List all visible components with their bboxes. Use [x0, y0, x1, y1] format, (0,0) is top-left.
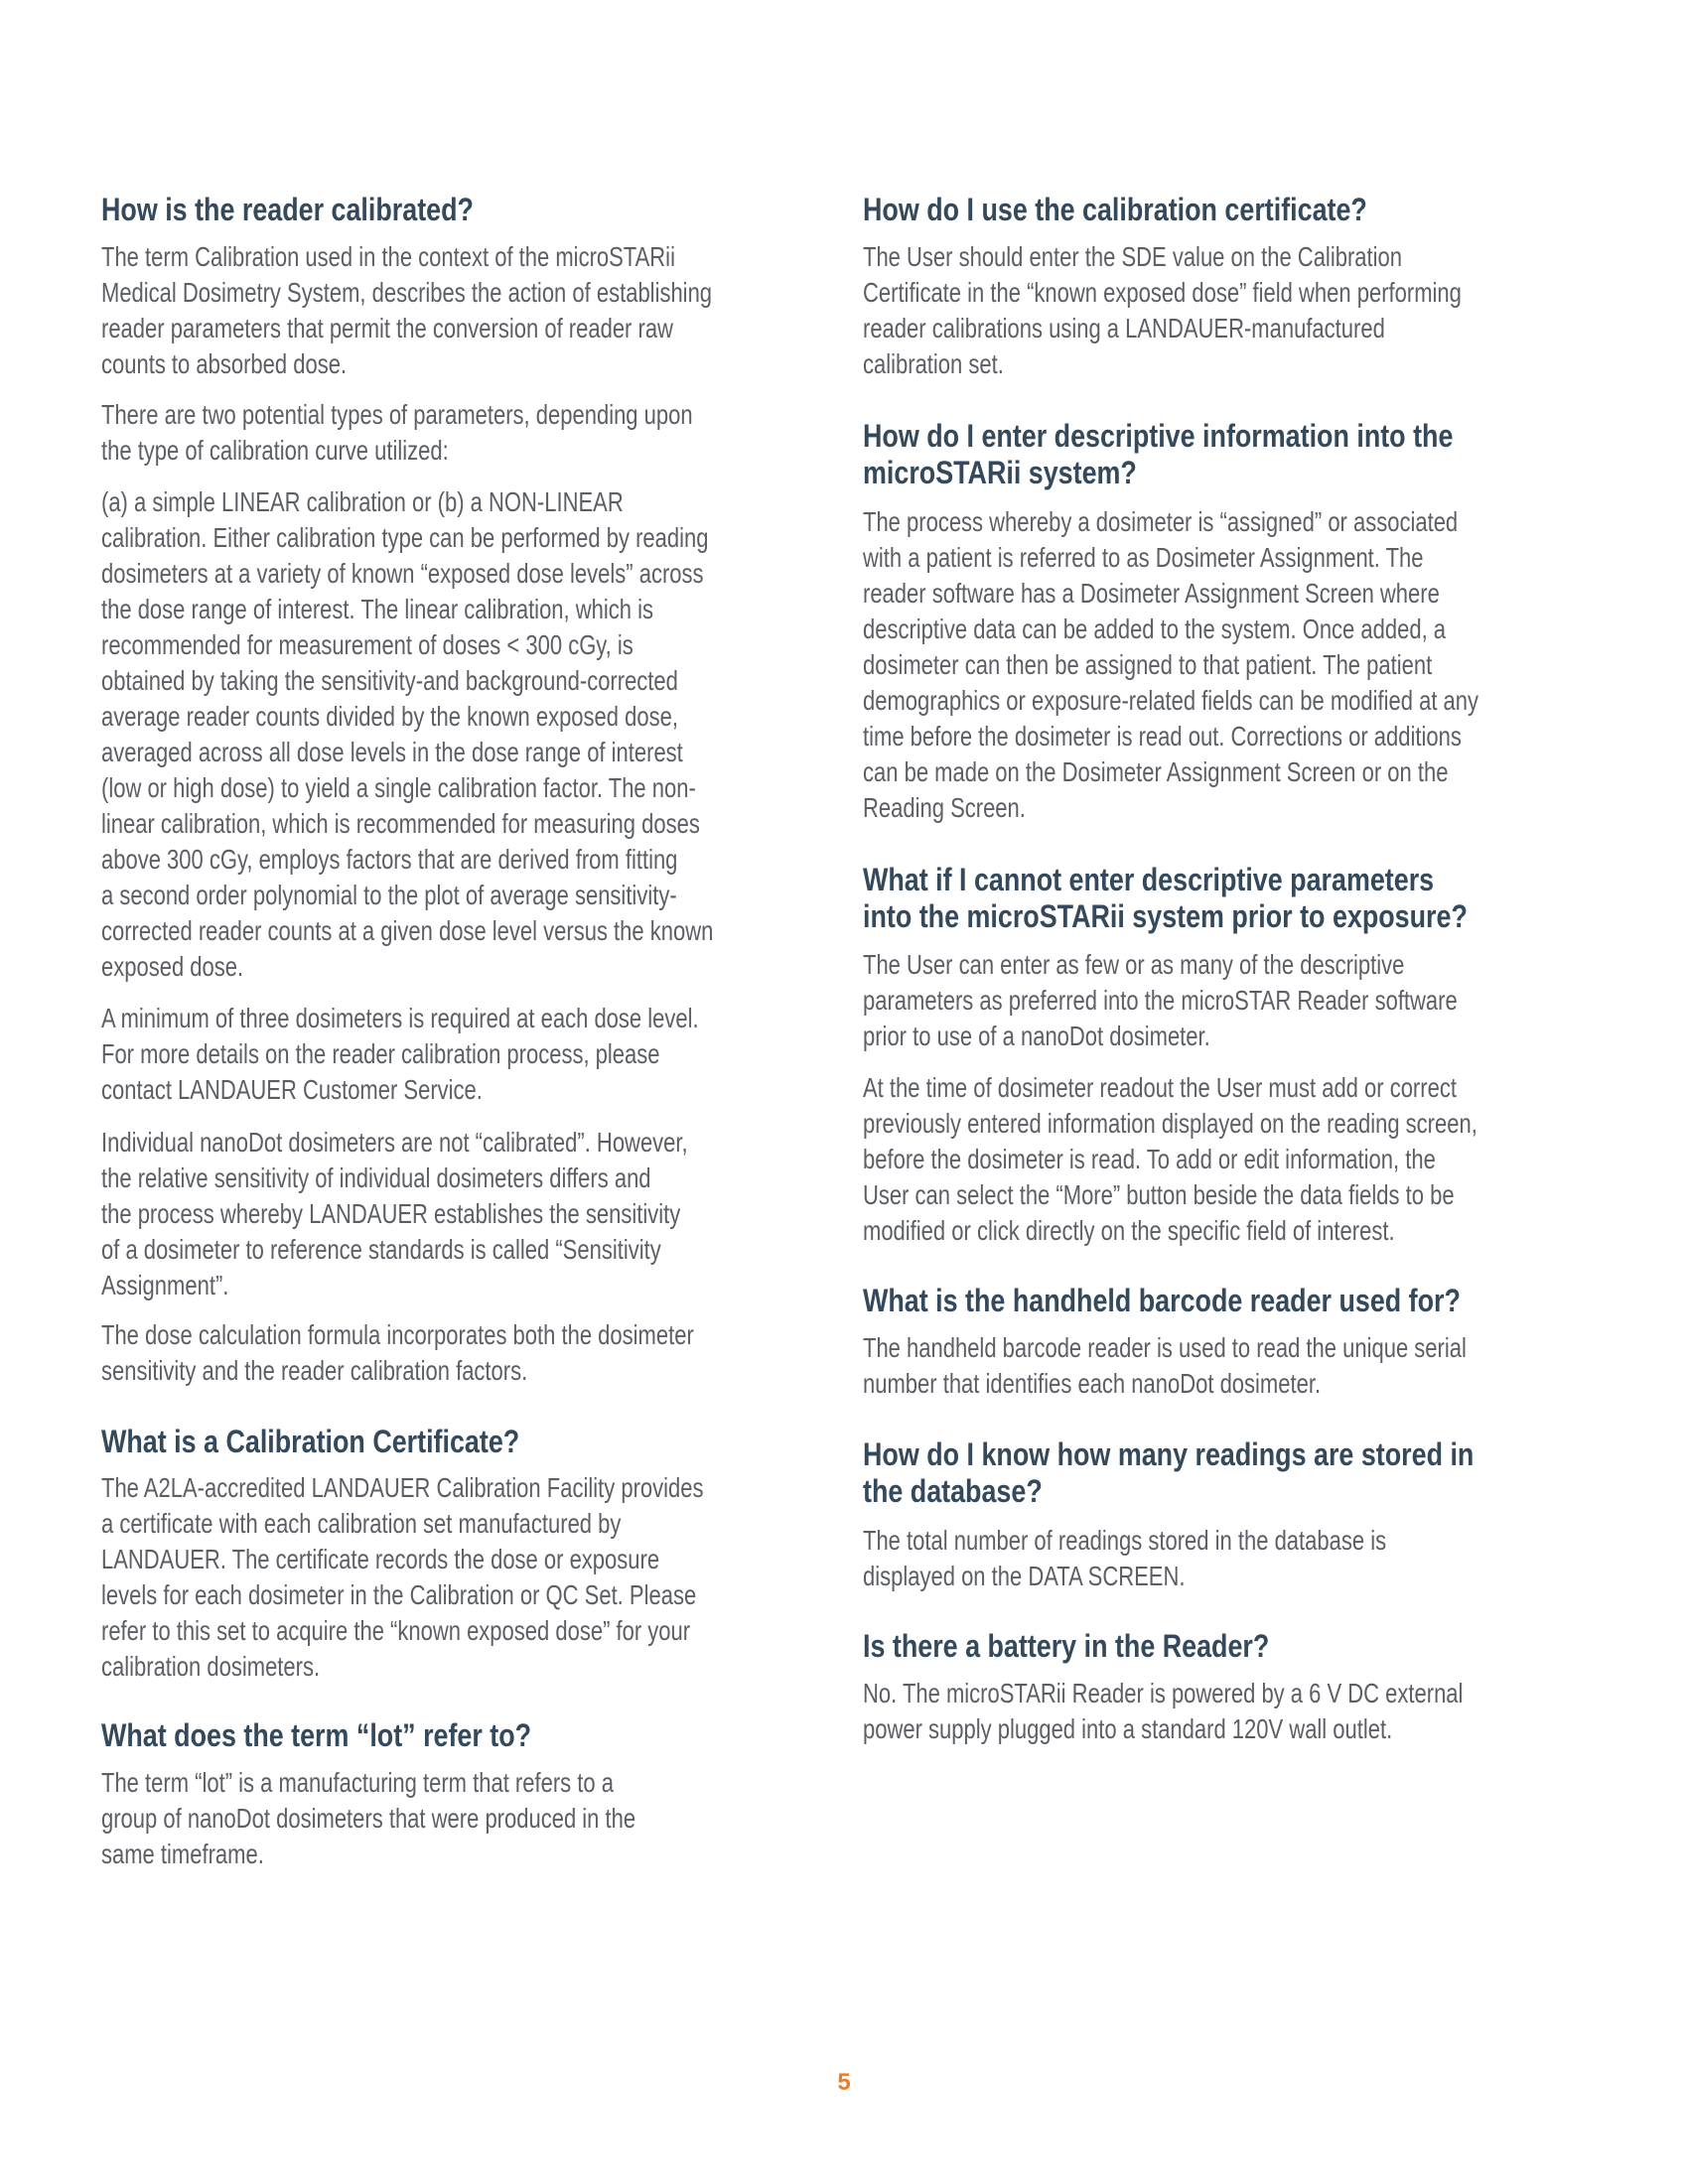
body-paragraph [101, 1317, 816, 1389]
paragraph-line: LANDAUER. The certificate records the dose or exposure [101, 1544, 660, 1574]
heading-line: Is there a battery in the Reader? [863, 1628, 1270, 1664]
heading-line: microSTARii system? [863, 455, 1137, 490]
paragraph-line: with a patient is referred to as Dosimeter Assignment. The [863, 542, 1424, 573]
paragraph-line: The total number of readings stored in the database is [863, 1525, 1387, 1556]
paragraph-line: parameters as preferred into the microSTAR Reader software [863, 985, 1458, 1016]
paragraph-line: descriptive data can be added to the system. Once added, a [863, 614, 1447, 644]
paragraph-line: Assignment”. [101, 1270, 229, 1300]
body-paragraph [101, 484, 816, 985]
body-paragraph [863, 1523, 1593, 1594]
paragraph-line: Reading Screen. [863, 792, 1026, 823]
paragraph-line: the type of calibration curve utilized: [101, 435, 449, 466]
body-paragraph [863, 1676, 1593, 1747]
paragraph-line: reader calibrations using a LANDAUER-manufactured [863, 313, 1385, 343]
body-paragraph [101, 1765, 816, 1872]
paragraph-line: calibration. Either calibration type can be performed by reading [101, 522, 709, 553]
paragraph-line: group of nanoDot dosimeters that were produced in the [101, 1803, 636, 1834]
paragraph-line: displayed on the DATA SCREEN. [863, 1561, 1186, 1591]
paragraph-line: At the time of dosimeter readout the User must add or correct [863, 1072, 1457, 1103]
section-heading [101, 1424, 816, 1460]
paragraph-line: power supply plugged into a standard 120V wall outlet. [863, 1713, 1393, 1744]
section-heading [101, 1717, 816, 1754]
body-paragraph [101, 239, 816, 382]
paragraph-line: sensitivity and the reader calibration factors. [101, 1355, 528, 1386]
paragraph-line: The User can enter as few or as many of the descriptive [863, 949, 1405, 980]
paragraph-line: User can select the “More” button beside the data fields to be [863, 1179, 1455, 1210]
heading-line: the database? [863, 1473, 1043, 1509]
heading-line: What does the term “lot” refer to? [101, 1717, 532, 1753]
paragraph-line: above 300 cGy, employs factors that are derived from fitting [101, 844, 678, 875]
paragraph-line: number that identifies each nanoDot dosimeter. [863, 1368, 1322, 1399]
paragraph-line: The term Calibration used in the context of the microSTARii [101, 241, 675, 272]
paragraph-line: contact LANDAUER Customer Service. [101, 1074, 483, 1105]
heading-line: What is the handheld barcode reader used for? [863, 1283, 1461, 1318]
paragraph-line: modified or click directly on the specific field of interest. [863, 1215, 1395, 1246]
paragraph-line: A minimum of three dosimeters is required at each dose level. [101, 1003, 699, 1033]
paragraph-line: dosimeters at a variety of known “exposed dose levels” across [101, 558, 704, 589]
section-heading [101, 192, 816, 228]
paragraph-line: (low or high dose) to yield a single calibration factor. The non- [101, 772, 696, 803]
body-paragraph [863, 1070, 1593, 1249]
body-paragraph [101, 397, 816, 469]
paragraph-line: reader software has a Dosimeter Assignment Screen where [863, 578, 1440, 609]
paragraph-line: time before the dosimeter is read out. Corrections or additions [863, 721, 1462, 751]
paragraph-line: counts to absorbed dose. [101, 348, 348, 379]
section-heading [863, 1436, 1593, 1510]
paragraph-line: previously entered information displayed on the reading screen, [863, 1108, 1477, 1139]
paragraph-line: reader parameters that permit the conversion of reader raw [101, 313, 673, 343]
paragraph-line: The dose calculation formula incorporates both the dosimeter [101, 1319, 694, 1350]
paragraph-line: of a dosimeter to reference standards is called “Sensitivity [101, 1234, 661, 1265]
paragraph-line: the process whereby LANDAUER establishes the sensitivity [101, 1198, 681, 1229]
paragraph-line: dosimeter can then be assigned to that patient. The patient [863, 649, 1433, 680]
page-number: 5 [837, 2069, 851, 2096]
paragraph-line: averaged across all dose levels in the dose range of interest [101, 737, 683, 767]
paragraph-line: exposed dose. [101, 951, 244, 982]
paragraph-line: the dose range of interest. The linear calibration, which is [101, 594, 654, 624]
section-heading [863, 418, 1593, 491]
paragraph-line: For more details on the reader calibration process, please [101, 1038, 660, 1069]
heading-line: How is the reader calibrated? [101, 192, 474, 227]
paragraph-line: Certificate in the “known exposed dose” field when performing [863, 277, 1462, 308]
paragraph-line: can be made on the Dosimeter Assignment Screen or on the [863, 756, 1449, 787]
body-paragraph [863, 1330, 1593, 1402]
paragraph-line: recommended for measurement of doses < 300 cGy, is [101, 629, 633, 660]
paragraph-line: linear calibration, which is recommended for measuring doses [101, 808, 700, 839]
paragraph-line: (a) a simple LINEAR calibration or (b) a NON-LINEAR [101, 486, 624, 517]
paragraph-line: corrected reader counts at a given dose level versus the known [101, 915, 714, 946]
body-paragraph [863, 239, 1593, 382]
paragraph-line: same timeframe. [101, 1839, 264, 1869]
paragraph-line: before the dosimeter is read. To add or edit information, the [863, 1144, 1436, 1174]
paragraph-line: prior to use of a nanoDot dosimeter. [863, 1021, 1210, 1051]
paragraph-line: levels for each dosimeter in the Calibration or QC Set. Please [101, 1579, 697, 1610]
heading-line: How do I know how many readings are stored in [863, 1436, 1475, 1472]
body-paragraph [101, 1470, 816, 1685]
heading-line: What if I cannot enter descriptive parameters [863, 862, 1435, 897]
paragraph-line: a certificate with each calibration set manufactured by [101, 1508, 622, 1539]
paragraph-line: refer to this set to acquire the “known exposed dose” for your [101, 1615, 691, 1646]
paragraph-line: Individual nanoDot dosimeters are not “calibrated”. However, [101, 1127, 688, 1158]
paragraph-line: The term “lot” is a manufacturing term that refers to a [101, 1767, 614, 1798]
section-heading [863, 1628, 1593, 1665]
body-paragraph [101, 1001, 816, 1108]
section-heading [863, 862, 1593, 935]
body-paragraph [863, 947, 1593, 1054]
paragraph-line: the relative sensitivity of individual dosimeters differs and [101, 1162, 651, 1193]
paragraph-line: The process whereby a dosimeter is “assigned” or associated [863, 506, 1459, 537]
paragraph-line: a second order polynomial to the plot of average sensitivity- [101, 880, 677, 910]
heading-line: What is a Calibration Certificate? [101, 1424, 520, 1459]
heading-line: How do I enter descriptive information into the [863, 418, 1454, 454]
section-heading [863, 1283, 1593, 1319]
paragraph-line: calibration set. [863, 348, 1004, 379]
paragraph-line: Medical Dosimetry System, describes the action of establishing [101, 277, 713, 308]
paragraph-line: obtained by taking the sensitivity-and background-corrected [101, 665, 678, 696]
paragraph-line: calibration dosimeters. [101, 1651, 321, 1682]
paragraph-line: The handheld barcode reader is used to read the unique serial [863, 1332, 1467, 1363]
heading-line: How do I use the calibration certificate? [863, 192, 1367, 227]
heading-line: into the microSTARii system prior to exposure? [863, 898, 1468, 934]
paragraph-line: The User should enter the SDE value on the Calibration [863, 241, 1402, 272]
paragraph-line: average reader counts divided by the known exposed dose, [101, 701, 678, 732]
paragraph-line: No. The microSTARii Reader is powered by a 6 V DC external [863, 1678, 1464, 1708]
paragraph-line: demographics or exposure-related fields can be modified at any [863, 685, 1479, 716]
section-heading [863, 192, 1593, 228]
paragraph-line: There are two potential types of parameters, depending upon [101, 399, 693, 430]
body-paragraph [101, 1125, 816, 1303]
body-paragraph [863, 504, 1593, 826]
paragraph-line: The A2LA-accredited LANDAUER Calibration Facility provides [101, 1472, 704, 1503]
